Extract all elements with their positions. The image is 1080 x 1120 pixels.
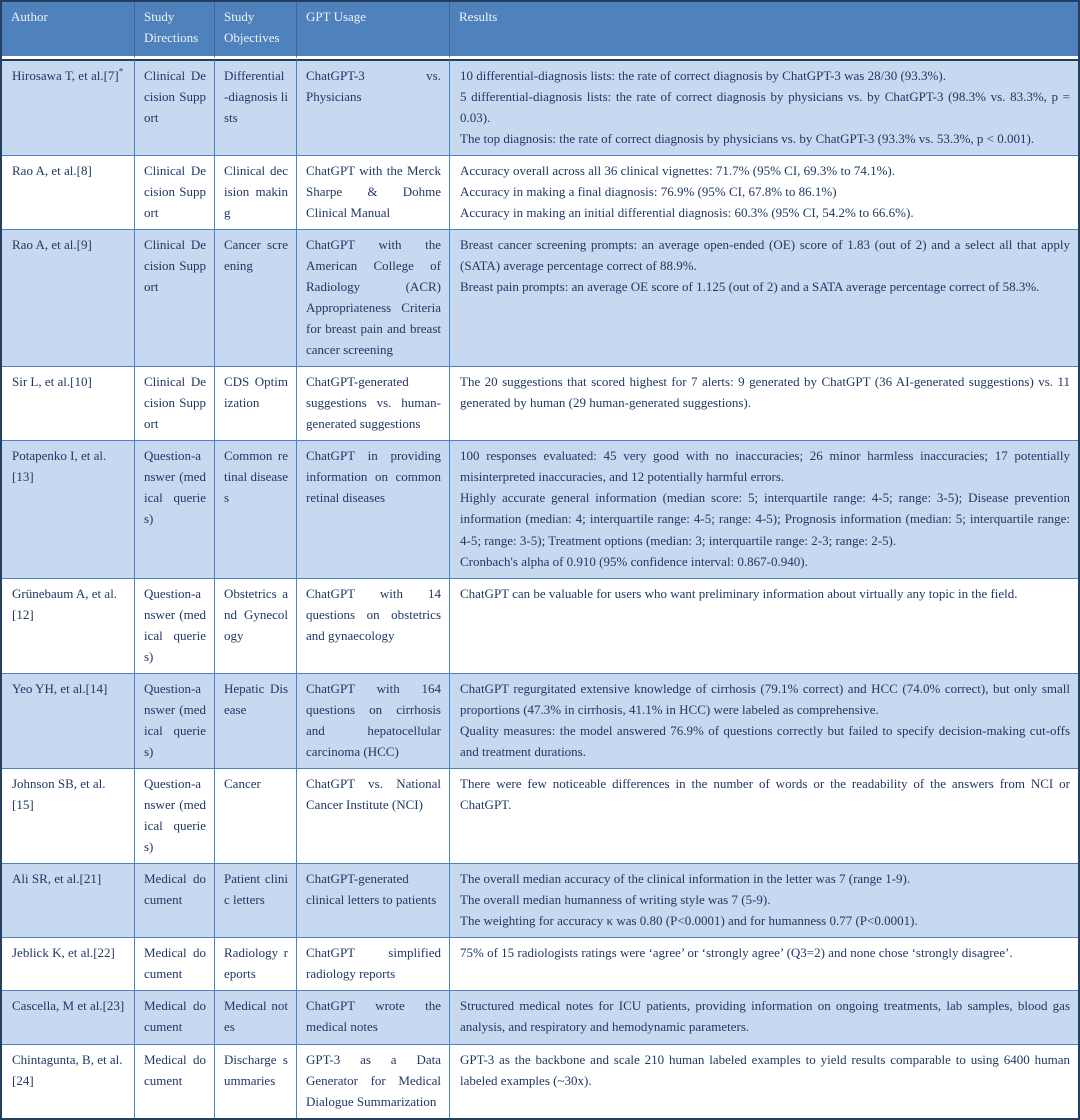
- column-header-study-objectives: Study Objectives: [215, 2, 297, 59]
- author-cell: [2, 769, 135, 864]
- author-text: Cascella, M et al.[23]: [12, 998, 125, 1014]
- results-cell: [450, 156, 1078, 230]
- table-row: [2, 938, 1078, 991]
- study-direction-cell: Medical document: [135, 991, 215, 1044]
- gpt-usage-cell: ChatGPT simplified radiology reports: [297, 938, 450, 991]
- result-line: The overall median accuracy of the clinical information in the letter was 7 (range 1-9).: [460, 871, 911, 887]
- author-text: Rao A, et al.[9]: [12, 236, 92, 252]
- result-line: GPT-3 as the backbone and scale 210 human labeled examples to yield results comparable to using 6400 human labeled examples (~30x).: [460, 1051, 1070, 1088]
- author-text: Jeblick K, et al.[22]: [12, 945, 115, 961]
- author-text: Grünebaum A, et al.[12]: [12, 585, 118, 622]
- study-objective-cell: Medical notes: [215, 991, 297, 1044]
- table-row: [2, 441, 1078, 578]
- result-line: The weighting for accuracy κ was 0.80 (P<0.0001) and for humanness 0.77 (P<0.0001).: [460, 913, 918, 929]
- result-line: 5 differential-diagnosis lists: the rate of correct diagnosis by physicians vs. by ChatGPT-3 (98.3% vs. 83.3%, p = 0.03).: [460, 88, 1070, 125]
- table-row: [2, 769, 1078, 864]
- study-objective-cell: Common retinal diseases: [215, 441, 297, 578]
- study-direction-cell: Question-answer (medical queries): [135, 579, 215, 674]
- results-cell: [450, 441, 1078, 578]
- result-line: 100 responses evaluated: 45 very good with no inaccuracies; 26 minor harmless inaccuracies; 17 potentially misinterpreted inaccuracies, and 12 potentially harmful errors.: [460, 448, 1070, 485]
- results-cell: [450, 579, 1078, 674]
- study-direction-cell: Medical document: [135, 1045, 215, 1118]
- gpt-usage-cell: ChatGPT-3 vs. Physicians: [297, 59, 450, 156]
- result-line: The 20 suggestions that scored highest for 7 alerts: 9 generated by ChatGPT (36 AI-generated suggestions) vs. 11 generated by human (29 human-generated suggestions).: [460, 374, 1070, 411]
- gpt-usage-cell: ChatGPT with the Merck Sharpe & Dohme Clinical Manual: [297, 156, 450, 230]
- table-header: [2, 2, 1078, 59]
- table-row: [2, 367, 1078, 441]
- table-row: [2, 1045, 1078, 1118]
- table-row: [2, 864, 1078, 938]
- results-cell: [450, 991, 1078, 1044]
- gpt-usage-cell: ChatGPT with 164 questions on cirrhosis and hepatocellular carcinoma (HCC): [297, 674, 450, 769]
- result-line: Quality measures: the model answered 76.9% of questions correctly but failed to specify decision-making cut-offs and treatment durations.: [460, 722, 1070, 759]
- gpt-usage-cell: ChatGPT in providing information on common retinal diseases: [297, 441, 450, 578]
- author-text: Yeo YH, et al.[14]: [12, 680, 108, 696]
- author-cell: [2, 991, 135, 1044]
- table-row: [2, 230, 1078, 367]
- results-cell: [450, 1045, 1078, 1118]
- study-direction-cell: Clinical Decision Support: [135, 230, 215, 367]
- gpt-usage-cell: ChatGPT wrote the medical notes: [297, 991, 450, 1044]
- study-direction-cell: Question-answer (medical queries): [135, 441, 215, 578]
- result-line: Accuracy in making an initial differential diagnosis: 60.3% (95% CI, 54.2% to 66.6%).: [460, 204, 914, 220]
- results-cell: [450, 938, 1078, 991]
- author-footnote-marker: *: [118, 66, 124, 77]
- author-text: Johnson SB, et al.[15]: [12, 776, 106, 813]
- column-header-author: Author: [2, 2, 135, 59]
- author-cell: [2, 230, 135, 367]
- table-row: [2, 579, 1078, 674]
- results-cell: [450, 769, 1078, 864]
- results-cell: [450, 367, 1078, 441]
- author-cell: [2, 674, 135, 769]
- table-row: [2, 156, 1078, 230]
- study-direction-cell: Clinical Decision Support: [135, 367, 215, 441]
- result-line: Accuracy in making a final diagnosis: 76.9% (95% CI, 67.8% to 86.1%): [460, 183, 837, 199]
- author-cell: [2, 441, 135, 578]
- study-direction-cell: Clinical Decision Support: [135, 156, 215, 230]
- table-row: [2, 59, 1078, 156]
- author-cell: [2, 367, 135, 441]
- gpt-usage-cell: ChatGPT vs. National Cancer Institute (NCI): [297, 769, 450, 864]
- study-objective-cell: Patient clinic letters: [215, 864, 297, 938]
- author-text: Hirosawa T, et al.[7]: [12, 67, 119, 83]
- results-cell: [450, 864, 1078, 938]
- header-row: [2, 2, 1078, 59]
- study-objective-cell: Obstetrics and Gynecology: [215, 579, 297, 674]
- result-line: ChatGPT can be valuable for users who want preliminary information about virtually any topic in the field.: [460, 585, 1018, 601]
- results-cell: [450, 59, 1078, 156]
- gpt-usage-cell: ChatGPT with 14 questions on obstetrics and gynaecology: [297, 579, 450, 674]
- result-line: ChatGPT regurgitated extensive knowledge of cirrhosis (79.1% correct) and HCC (74.0% correct), but only small proportions (47.3% in cirrhosis, 41.1% in HCC) were labeled as comprehensive.: [460, 680, 1070, 717]
- author-cell: [2, 579, 135, 674]
- study-direction-cell: Clinical Decision Support: [135, 59, 215, 156]
- result-line: The overall median humanness of writing style was 7 (5-9).: [460, 892, 771, 908]
- author-cell: [2, 864, 135, 938]
- results-cell: [450, 230, 1078, 367]
- study-objective-cell: Cancer screening: [215, 230, 297, 367]
- study-direction-cell: Medical document: [135, 938, 215, 991]
- study-direction-cell: Question-answer (medical queries): [135, 769, 215, 864]
- author-text: Sir L, et al.[10]: [12, 374, 92, 390]
- study-objective-cell: Cancer: [215, 769, 297, 864]
- study-direction-cell: Medical document: [135, 864, 215, 938]
- author-text: Rao A, et al.[8]: [12, 162, 92, 178]
- author-text: Potapenko I, et al.[13]: [12, 448, 107, 485]
- gpt-usage-cell: ChatGPT with the American College of Radiology (ACR) Appropriateness Criteria for breast pain and breast cancer screening: [297, 230, 450, 367]
- results-cell: [450, 674, 1078, 769]
- table-row: [2, 991, 1078, 1044]
- result-line: Accuracy overall across all 36 clinical vignettes: 71.7% (95% CI, 69.3% to 74.1%).: [460, 162, 896, 178]
- table-body: [2, 59, 1078, 1118]
- study-objective-cell: Hepatic Disease: [215, 674, 297, 769]
- result-line: There were few noticeable differences in the number of words or the readability of the answers from NCI or ChatGPT.: [460, 776, 1070, 813]
- study-objective-cell: CDS Optimization: [215, 367, 297, 441]
- study-objective-cell: Discharge summaries: [215, 1045, 297, 1118]
- result-line: Breast cancer screening prompts: an average open-ended (OE) score of 1.83 (out of 2) and a select all that apply (SATA) average percentage correct of 88.9%.: [460, 236, 1070, 273]
- column-header-results: Results: [450, 2, 1078, 59]
- study-direction-cell: Question-answer (medical queries): [135, 674, 215, 769]
- result-line: Highly accurate general information (median score: 5; interquartile range: 4-5; range: 3-5); Disease prevention information (median: 4; interquartile range: 4-5; range: 4-5); Prognosis information (median: 5; interquartile range: 4-5; range: 3-5); Treatment options (median: 3; interquartile range: 2-3; range: 2-5).: [460, 490, 1070, 548]
- author-cell: [2, 156, 135, 230]
- author-cell: [2, 1045, 135, 1118]
- author-text: Ali SR, et al.[21]: [12, 871, 102, 887]
- gpt-usage-cell: GPT-3 as a Data Generator for Medical Dialogue Summarization: [297, 1045, 450, 1118]
- gpt-usage-cell: ChatGPT-generated suggestions vs. human-generated suggestions: [297, 367, 450, 441]
- result-line: Cronbach's alpha of 0.910 (95% confidence interval: 0.867-0.940).: [460, 553, 808, 569]
- study-objective-cell: Differential-diagnosis lists: [215, 59, 297, 156]
- result-line: Breast pain prompts: an average OE score of 1.125 (out of 2) and a SATA average percentage correct of 58.3%.: [460, 279, 1040, 295]
- result-line: 75% of 15 radiologists ratings were ‘agree’ or ‘strongly agree’ (Q3=2) and none chose ‘strongly disagree’.: [460, 945, 1013, 961]
- author-cell: [2, 938, 135, 991]
- result-line: Structured medical notes for ICU patients, providing information on ongoing treatments, lab samples, blood gas analysis, and respiratory and hemodynamic parameters.: [460, 998, 1070, 1035]
- table-row: [2, 674, 1078, 769]
- study-objective-cell: Clinical decision making: [215, 156, 297, 230]
- result-line: The top diagnosis: the rate of correct diagnosis by physicians vs. by ChatGPT-3 (93.3% vs. 53.3%, p < 0.001).: [460, 130, 1035, 146]
- column-header-study-directions: Study Directions: [135, 2, 215, 59]
- author-cell: [2, 59, 135, 156]
- gpt-usage-cell: ChatGPT-generated clinical letters to patients: [297, 864, 450, 938]
- author-text: Chintagunta, B, et al.[24]: [12, 1051, 123, 1088]
- column-header-gpt-usage: GPT Usage: [297, 2, 450, 59]
- result-line: 10 differential-diagnosis lists: the rate of correct diagnosis by ChatGPT-3 was 28/30 (93.3%).: [460, 67, 946, 83]
- study-objective-cell: Radiology reports: [215, 938, 297, 991]
